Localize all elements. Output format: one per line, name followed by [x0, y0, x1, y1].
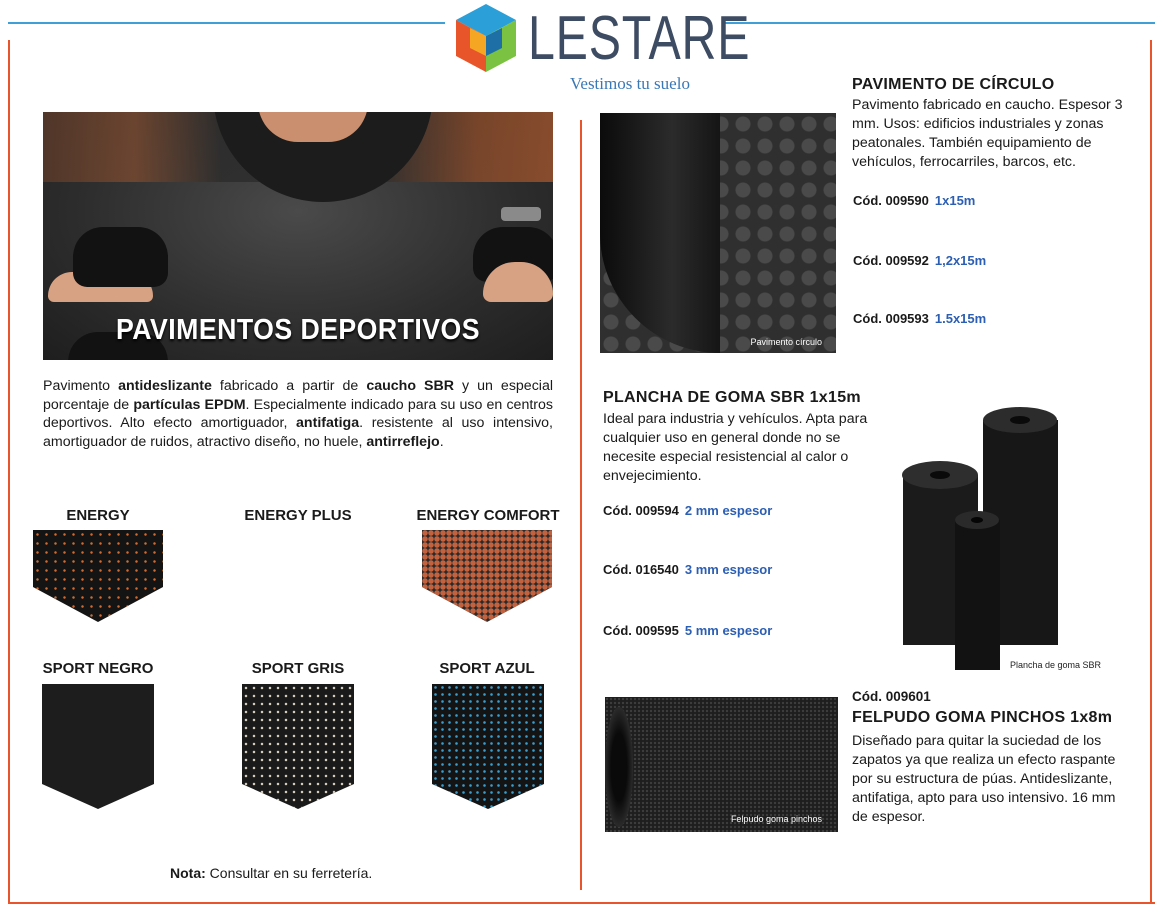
- image-caption: Plancha de goma SBR: [1010, 660, 1102, 670]
- sample-tile-sport-azul: [432, 684, 544, 809]
- frame-left: [8, 40, 10, 904]
- plancha-goma-image: [895, 405, 1120, 675]
- brand-name: LESTARE: [528, 4, 751, 73]
- image-caption: Pavimento círculo: [750, 337, 822, 347]
- header-rule-right: [722, 22, 1155, 24]
- brand-tagline: Vestimos tu suelo: [570, 74, 690, 93]
- frame-bottom: [8, 902, 1155, 904]
- frame-right: [1150, 40, 1152, 904]
- product-code-row: Cód. 009594 2 mm espesor: [603, 503, 773, 518]
- product-title: PAVIMENTO DE CÍRCULO: [852, 76, 1055, 93]
- product-title: FELPUDO GOMA PINCHOS 1x8m: [852, 709, 1113, 726]
- sample-tile-energy-plus: [232, 530, 362, 622]
- product-code-row: Cód. 009590 1x15m: [853, 193, 976, 208]
- product-title: PLANCHA DE GOMA SBR 1x15m: [603, 389, 861, 406]
- sample-name: SPORT AZUL: [439, 660, 535, 677]
- sample-tile-sport-negro: [42, 684, 154, 809]
- hero-image: [43, 112, 553, 360]
- product-description: Ideal para industria y vehículos. Apta para cualquier uso en general donde no se necesite especial resistencial al calor o envejecimiento.: [603, 411, 868, 484]
- pavimento-circulo-image: [600, 113, 836, 353]
- sample-tile-sport-gris: [242, 684, 354, 809]
- product-code: Cód. 009601: [852, 689, 931, 704]
- column-divider: [580, 120, 582, 890]
- footnote: Nota: Consultar en su ferretería.: [170, 865, 373, 881]
- sample-name: SPORT GRIS: [251, 660, 345, 677]
- product-code-row: Cód. 009592 1,2x15m: [853, 253, 987, 268]
- product-code-row: Cód. 009595 5 mm espesor: [603, 623, 773, 638]
- product-description: Diseñado para quitar la suciedad de los zapatos ya que realiza un efecto raspante por su estructura de púas. Antideslizante, antifatiga, apto para uso intensivo. 16 mm de espesor.: [852, 733, 1116, 825]
- product-code-row: Cód. 016540 3 mm espesor: [603, 562, 773, 577]
- hero-title: PAVIMENTOS DEPORTIVOS: [116, 314, 480, 346]
- sample-tile-energy-comfort: [422, 530, 552, 622]
- sample-name: ENERGY COMFORT: [416, 507, 560, 524]
- sample-name: ENERGY: [66, 507, 130, 524]
- sample-tile-energy: [33, 530, 163, 622]
- sample-name: ENERGY PLUS: [244, 507, 352, 524]
- header-rule-left: [8, 22, 445, 24]
- image-caption: Felpudo goma pinchos: [730, 814, 822, 824]
- product-description: Pavimento fabricado en caucho. Espesor 3 mm. Usos: edificios industriales y zonas peatonales. También equipamiento de vehículos, ferrocarriles, barcos, etc.: [852, 97, 1123, 170]
- brand-logo-icon: [450, 0, 522, 80]
- product-code-row: Cód. 009593 1.5x15m: [853, 311, 987, 326]
- felpudo-image: [605, 697, 838, 832]
- intro-paragraph: Pavimento antideslizante fabricado a partir de caucho SBR y un especial porcentaje de partículas EPDM. Especialmente indicado para su uso en centros deportivos. Alto efecto amortiguador, antifatiga. resistente al uso intensivo, amortiguador de ruidos, atractivo diseño, no huele, antirreflejo.: [43, 378, 553, 450]
- sample-name: SPORT NEGRO: [42, 660, 154, 677]
